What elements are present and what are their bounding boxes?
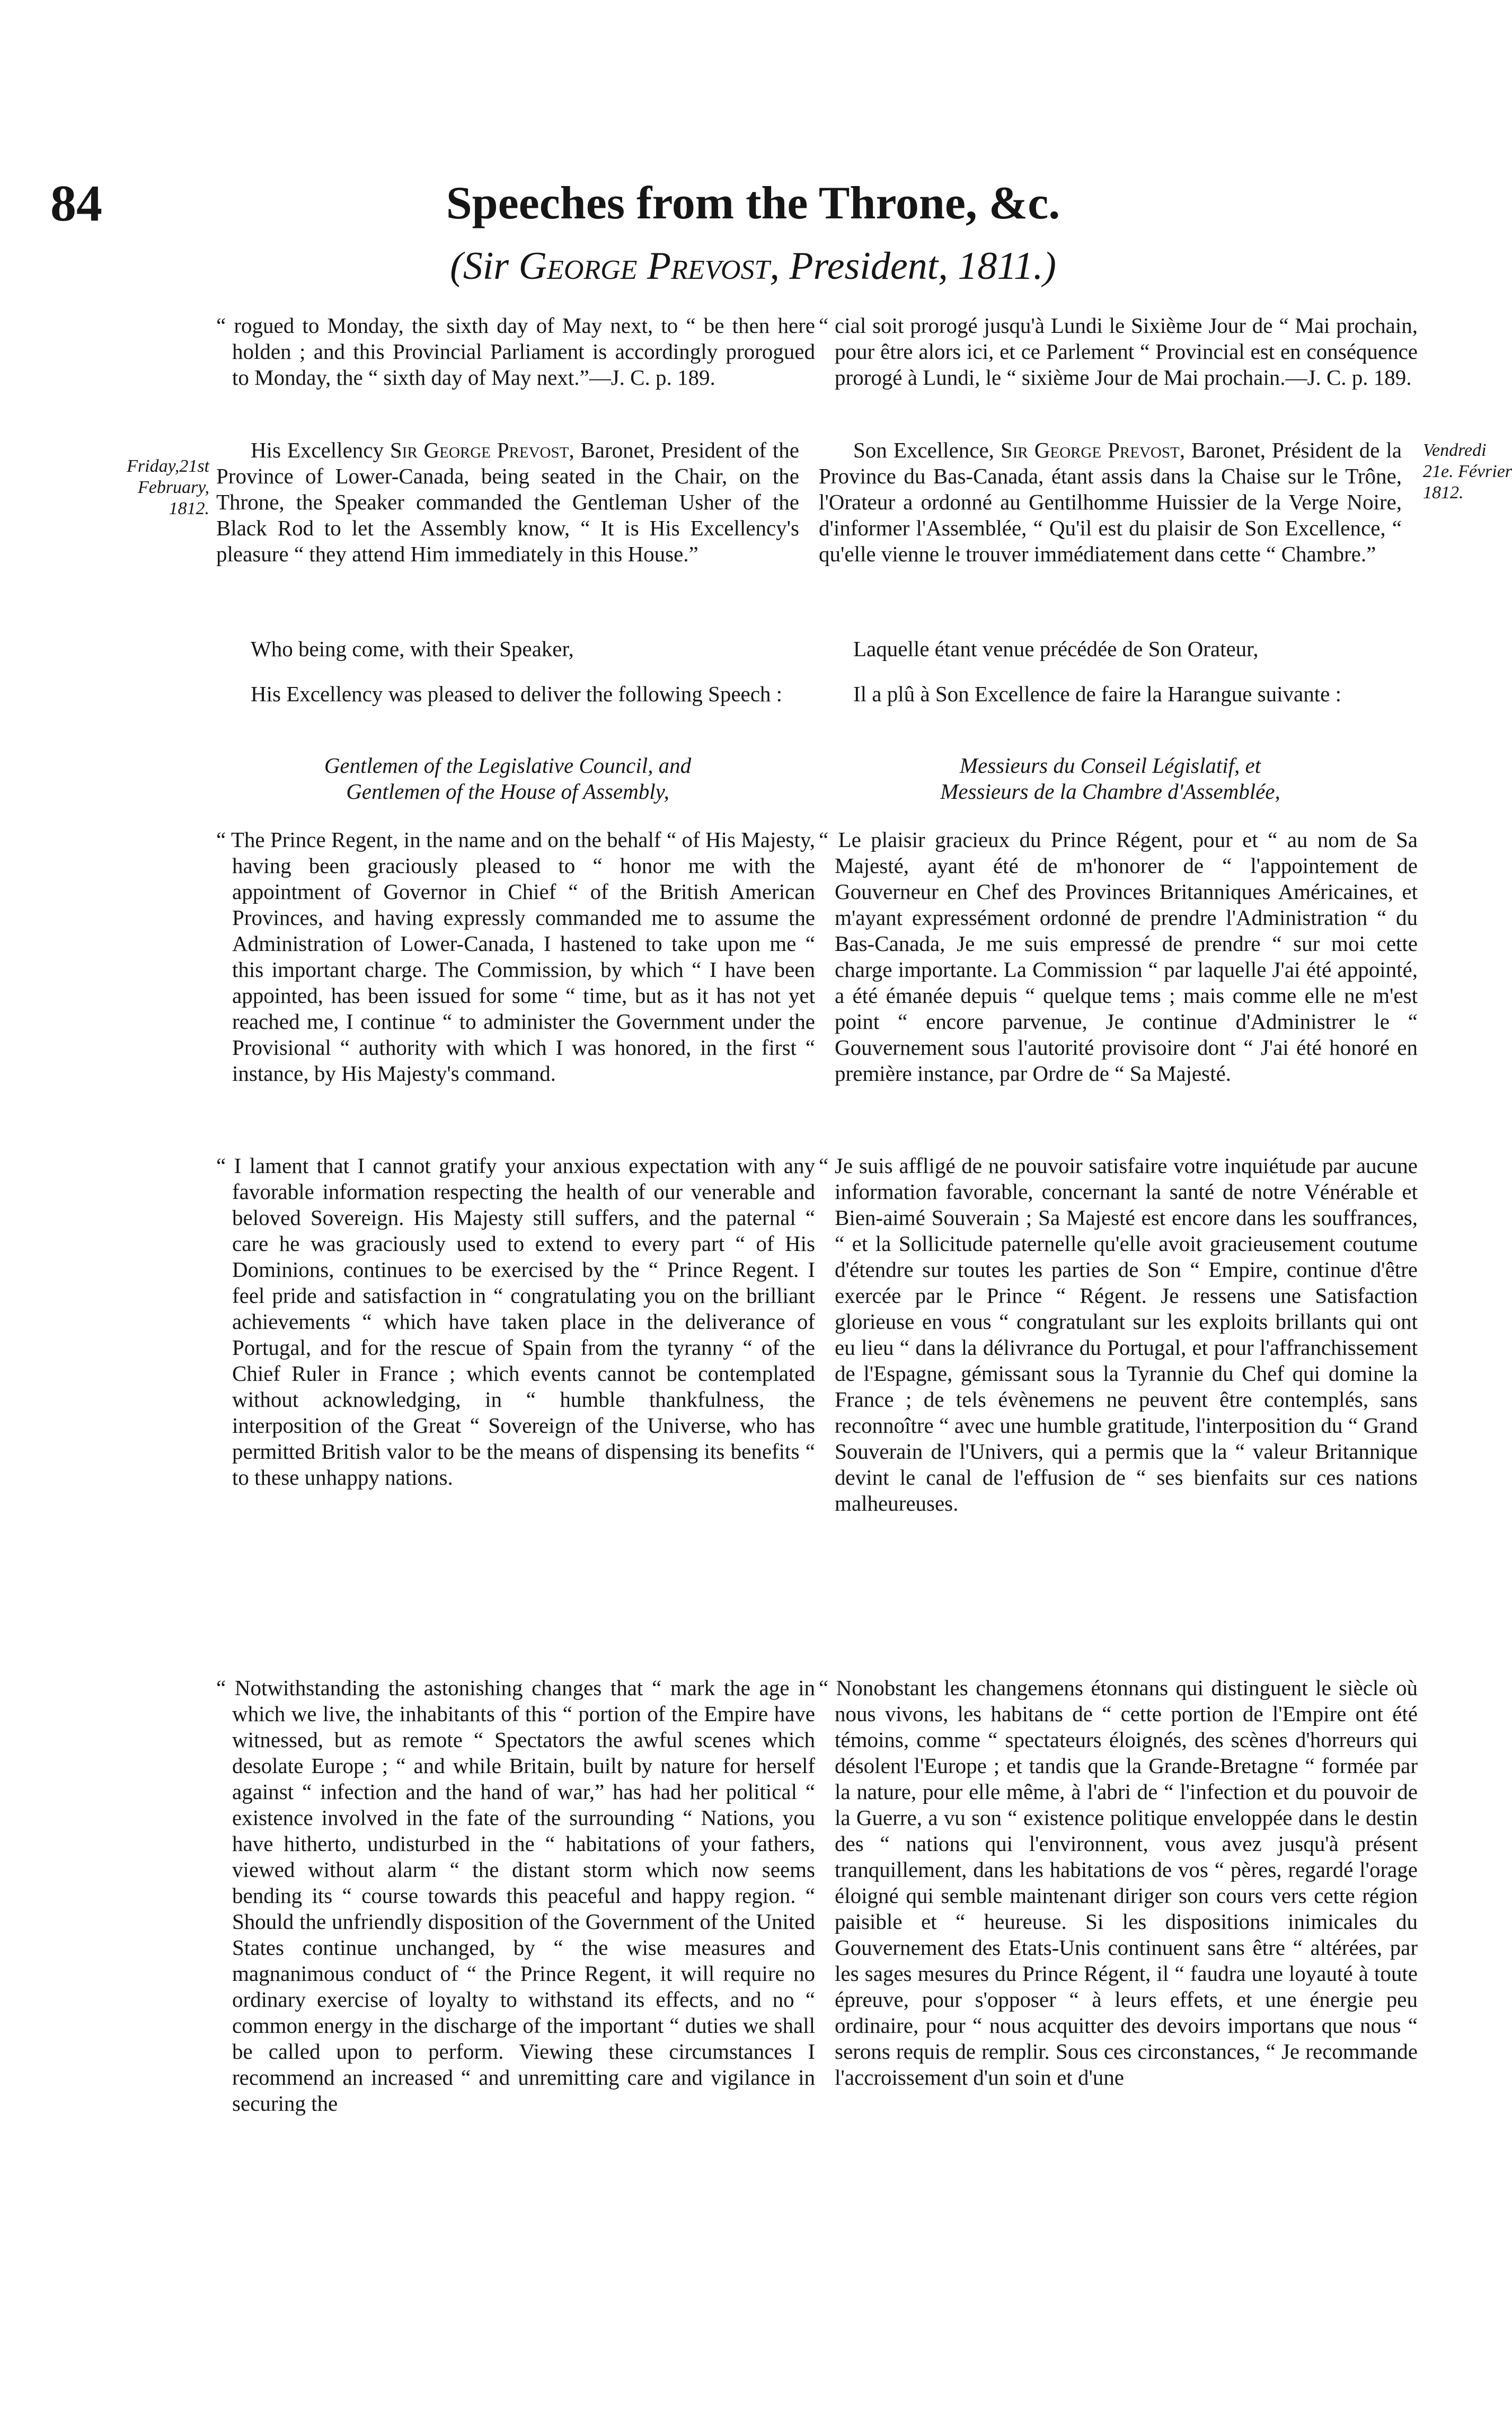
french-intro-a: Son Excellence,	[853, 438, 1001, 462]
margin-note-left-line: 1812.	[169, 499, 209, 518]
english-paragraph-3: “ Notwithstanding the astonishing changes that “ mark the age in which we live, the inhabitants of this “ portion of the Empire have witnessed, but as remote “ Spectators the awful scenes which desolate Europe ; “ and while Britain, built by nature for herself against “ infection and the hand of war,” has had her political “ existence involved in the fate of the surrounding “ Nations, you have hitherto, undisturbed in the “ habitations of your fathers, viewed without alarm “ the distant storm which now seems bending its “ course towards this peaceful and happy region. “ Should the unfriendly disposition of the Government of the United States continue unchanged, by “ the wise measures and magnanimous conduct of “ the Prince Regent, it will require no ordinary exercise of loyalty to withstand its effects, and no “ common energy in the discharge of the important “ duties we shall be called upon to perform. Viewing these circumstances I recommend an increased “ and unremitting care and vigilance in securing the	[216, 1676, 815, 2116]
page-number: 84	[50, 175, 102, 232]
margin-note-left	[50, 456, 209, 519]
french-address-line2: Messieurs de la Chambre d'Assemblée,	[940, 779, 1280, 804]
french-pleased-to-deliver: Il a plû à Son Excellence de faire la Harangue suivante :	[853, 682, 1341, 706]
margin-note-right	[1423, 440, 1512, 504]
french-intro-b: , Baronet, Président de la Province du Bas-Canada, étant assis dans la Chaise sur le Trône, l'Orateur a ordonné au Gentilhomme Huissier de la Verge Noire, d'informer l'Assemblée, “ Qu'il est du plaisir de Son Excellence, “ qu'elle vienne le trouver immédiatement dans cette “ Chambre.”	[819, 438, 1402, 566]
english-pleased-to-deliver: His Excellency was pleased to deliver the following Speech :	[251, 682, 783, 706]
french-paragraph-2: “ Je suis affligé de ne pouvoir satisfaire votre inquiétude par aucune information favorable, concernant la santé de notre Vénérable et Bien-aimé Souverain ; Sa Majesté est encore dans les souffrances, “ et la Sollicitude paternelle qu'elle avoit gracieusement coutume d'étendre sur toutes les parties de Son “ Empire, continue d'être exercée par le Prince “ Régent. Je ressens une Satisfaction glorieuse en vous “ congratulant sur les exploits brillants qui ont eu lieu “ dans la délivrance du Portugal, et pour l'affranchissement de l'Espagne, gémissant sous la Tyrannie du Chef qui domine la France ; de tels évènemens ne peuvent être contemplés, sans reconnoître “ avec une humble gratitude, l'interposition du “ Grand Souverain de l'Univers, qui a permis que la “ valeur Britannique devint le canal de l'effusion de “ ses bienfaits sur ces nations malheureuses.	[819, 1153, 1418, 1515]
english-address	[216, 753, 799, 805]
english-address-line1: Gentlemen of the Legislative Council, and	[324, 753, 692, 778]
french-address-line1: Messieurs du Conseil Législatif, et	[959, 753, 1261, 778]
subtitle-name: George Prevost	[518, 244, 770, 288]
french-prorogation: “ cial soit prorogé jusqu'à Lundi le Sixième Jour de “ Mai prochain, pour être alors ici, et ce Parlement “ Provincial est en conséquence prorogé à Lundi, le “ sixième Jour de Mai prochain.—J. C. p. 189.	[819, 313, 1418, 390]
english-intro-a: His Excellency	[251, 438, 390, 462]
english-intro-name: Sir George Prevost	[390, 438, 569, 462]
english-address-line2: Gentlemen of the House of Assembly,	[346, 779, 669, 804]
subtitle-rest: , President, 1811.)	[770, 244, 1056, 288]
english-intro-b: , Baronet, President of the Province of Lower-Canada, being seated in the Chair, on the Throne, the Speaker commanded the Gentleman Usher of the Black Rod to let the Assembly know, “ It is His Excellency's pleasure “ they attend Him immediately in this House.”	[216, 438, 800, 566]
english-session-intro	[216, 437, 799, 567]
margin-note-right-line: 21e. Février	[1423, 462, 1512, 481]
french-paragraph-1: “ Le plaisir gracieux du Prince Régent, pour et “ au nom de Sa Majesté, ayant été de m'honorer de “ l'appointement de Gouverneur en Chef des Provinces Britanniques Américaines, et m'ayant expressément ordonné de prendre l'Administration “ du Bas-Canada, Je me suis empressé de prendre “ sur moi cette charge importante. La Commission “ par laquelle J'ai été appointé, a été émanée depuis “ quelque tems ; mais comme elle ne m'est point “ encore parvenue, Je continue d'Administrer le “ Gouvernement sous l'autorité provisoire dont “ J'ai été honoré en première instance, par Ordre de “ Sa Majesté.	[819, 827, 1418, 1086]
subtitle-open: (Sir	[450, 244, 519, 288]
margin-note-left-line: February,	[137, 478, 209, 497]
english-paragraph-2: “ I lament that I cannot gratify your anxious expectation with any favorable information respecting the health of our venerable and beloved Sovereign. His Majesty still suffers, and the paternal “ care he was graciously used to extend to every part “ of His Dominions, continues to be exercised by the “ Prince Regent. I feel pride and satisfaction in “ congratulating you on the brilliant achievements “ which have taken place in the deliverance of Portugal, and for the rescue of Spain from the tyranny “ of the Chief Ruler in France ; which events cannot be contemplated without acknowledging, in “ humble thankfulness, the interposition of the Great “ Sovereign of the Universe, who has permitted British valor to be the means of dispensing its benefits “ to these unhappy nations.	[216, 1153, 815, 1489]
french-address	[819, 753, 1402, 805]
french-who-being-come: Laquelle étant venue précédée de Son Orateur,	[853, 637, 1259, 661]
french-session-intro	[819, 437, 1402, 567]
english-who-being-come: Who being come, with their Speaker,	[251, 637, 574, 661]
english-paragraph-1: “ The Prince Regent, in the name and on the behalf “ of His Majesty, having been graciously pleased to “ honor me with the appointment of Governor in Chief “ of the British American Provinces, and having expressly commanded me to assume the Administration of Lower-Canada, I hastened to take upon me “ this important charge. The Commission, by which “ I have been appointed, has been issued for some “ time, but as it has not yet reached me, I continue “ to administer the Government under the Provisional “ authority with which I was honored, in the first “ instance, by His Majesty's command.	[216, 827, 815, 1086]
french-intro-name: Sir George Prevost	[1000, 438, 1180, 462]
margin-note-right-line: Vendredi	[1423, 440, 1487, 460]
english-prorogation: “ rogued to Monday, the sixth day of May next, to “ be then here holden ; and this Provincial Parliament is accordingly prorogued to Monday, the “ sixth day of May next.”—J. C. p. 189.	[216, 313, 815, 390]
running-title: Speeches from the Throne, &c.	[446, 178, 1060, 229]
margin-note-right-line: 1812.	[1423, 483, 1464, 503]
margin-note-left-line: Friday,21st	[127, 456, 209, 476]
french-paragraph-3: “ Nonobstant les changemens étonnans qui distinguent le siècle où nous vivons, les habitans de “ cette portion de l'Empire ont été témoins, comme “ spectateurs éloignés, des scènes d'horreurs qui désolent l'Europe ; et tandis que la Grande-Bretagne “ formée par la nature, pour elle même, à l'abri de “ l'infection et du pouvoir de la Guerre, a vu son “ existence politique enveloppée dans le destin des “ nations qui l'environnent, vous avez jusqu'à présent tranquillement, dans les habitations de vos “ pères, regardé l'orage éloigné qui semble maintenant diriger son cours vers cette région paisible et “ heureuse. Si les dispositions inimicales du Gouvernement des Etats-Unis continuent sans être “ altérées, par les sages mesures du Prince Régent, il “ faudra une loyauté à toute épreuve, pour s'opposer “ à leurs effets, et une énergie peu ordinaire, pour “ nous acquitter des devoirs importans que nous “ serons requis de remplir. Sous ces circonstances, “ Je recommande l'accroissement d'un soin et d'une	[819, 1676, 1418, 2090]
page-subtitle	[0, 246, 1506, 286]
